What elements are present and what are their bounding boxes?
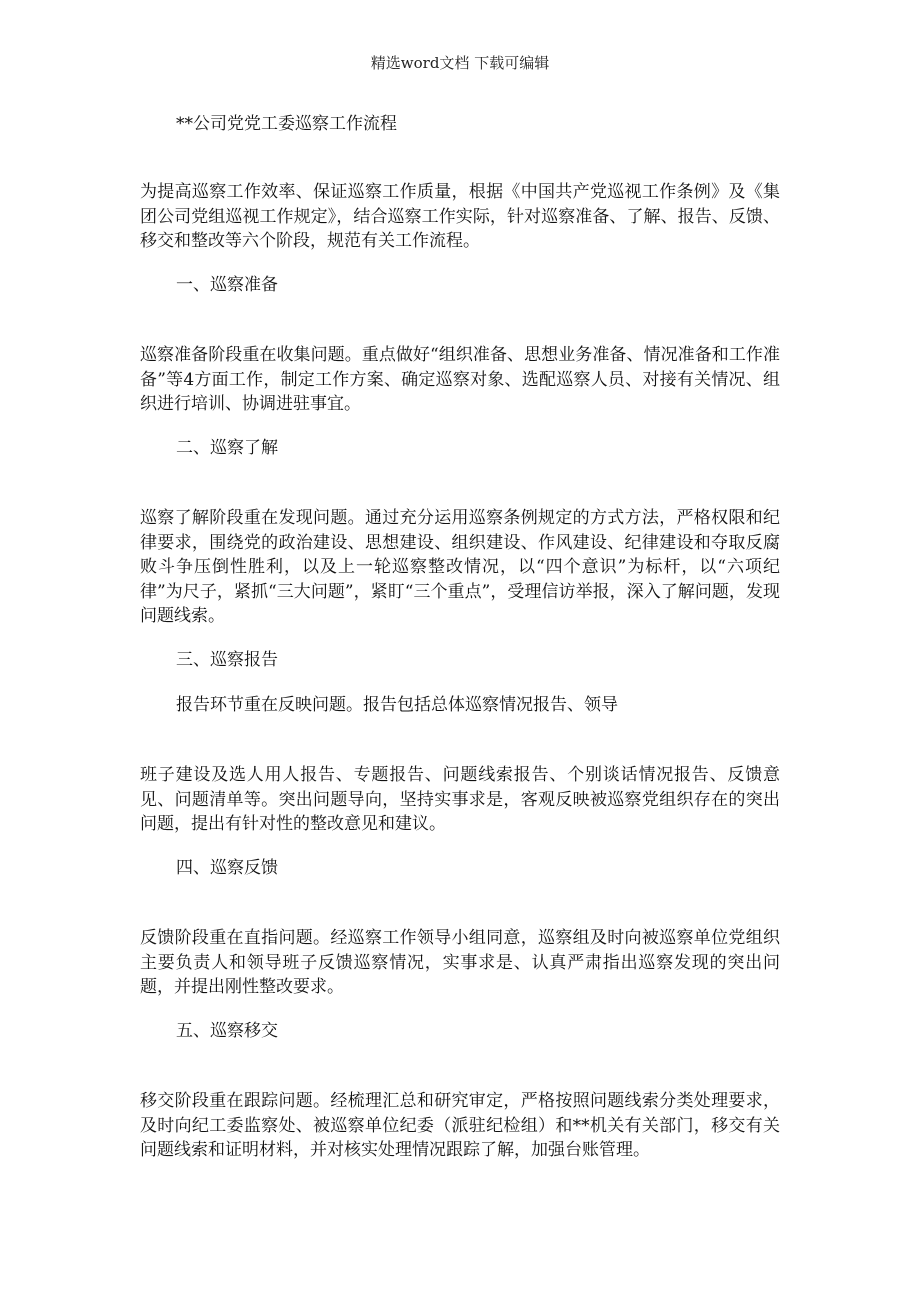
section-heading-3: 三、巡察报告 xyxy=(176,650,278,670)
section-body-3: 班子建设及选人用人报告、专题报告、问题线索报告、个别谈话情况报告、反馈意见、问题清单等。突出问题导向，坚持实事求是，客观反映被巡察党组织存在的突出问题，提出有针对性的整改意见和建议。 xyxy=(140,765,780,834)
section-heading-2: 二、巡察了解 xyxy=(176,438,278,458)
document-title: **公司党党工委巡察工作流程 xyxy=(176,114,397,134)
page-header: 精选word文档 下载可编辑 xyxy=(370,54,550,72)
section-body-2: 巡察了解阶段重在发现问题。通过充分运用巡察条例规定的方式方法，严格权限和纪律要求，围绕党的政治建设、思想建设、组织建设、作风建设、纪律建设和夺取反腐败斗争压倒性胜利，以及上一轮巡察整改情况，以“四个意识”为标杆，以“六项纪律”为尺子，紧抓“三大问题”，紧盯“三个重点”，受理信访举报，深入了解问题，发现问题线索。 xyxy=(140,508,780,626)
section-heading-5: 五、巡察移交 xyxy=(176,1021,278,1041)
section-heading-1: 一、巡察准备 xyxy=(176,275,278,295)
section-body-3-first-line: 报告环节重在反映问题。报告包括总体巡察情况报告、领导 xyxy=(176,695,618,715)
intro-paragraph: 为提高巡察工作效率、保证巡察工作质量，根据《中国共产党巡视工作条例》及《集团公司党组巡视工作规定》，结合巡察工作实际，针对巡察准备、了解、报告、反馈、移交和整改等六个阶段，规范有关工作流程。 xyxy=(140,182,780,251)
section-body-1: 巡察准备阶段重在收集问题。重点做好“组织准备、思想业务准备、情况准备和工作准备”等4方面工作，制定工作方案、确定巡察对象、选配巡察人员、对接有关情况、组织进行培训、协调进驻事宜。 xyxy=(140,345,780,414)
section-body-4: 反馈阶段重在直指问题。经巡察工作领导小组同意，巡察组及时向被巡察单位党组织主要负责人和领导班子反馈巡察情况，实事求是、认真严肃指出巡察发现的突出问题，并提出刚性整改要求。 xyxy=(140,928,780,997)
section-body-5: 移交阶段重在跟踪问题。经梳理汇总和研究审定，严格按照问题线索分类处理要求，及时向纪工委监察处、被巡察单位纪委（派驻纪检组）和**机关有关部门，移交有关问题线索和证明材料，并对核实处理情况跟踪了解，加强台账管理。 xyxy=(140,1091,780,1160)
section-heading-4: 四、巡察反馈 xyxy=(176,858,278,878)
